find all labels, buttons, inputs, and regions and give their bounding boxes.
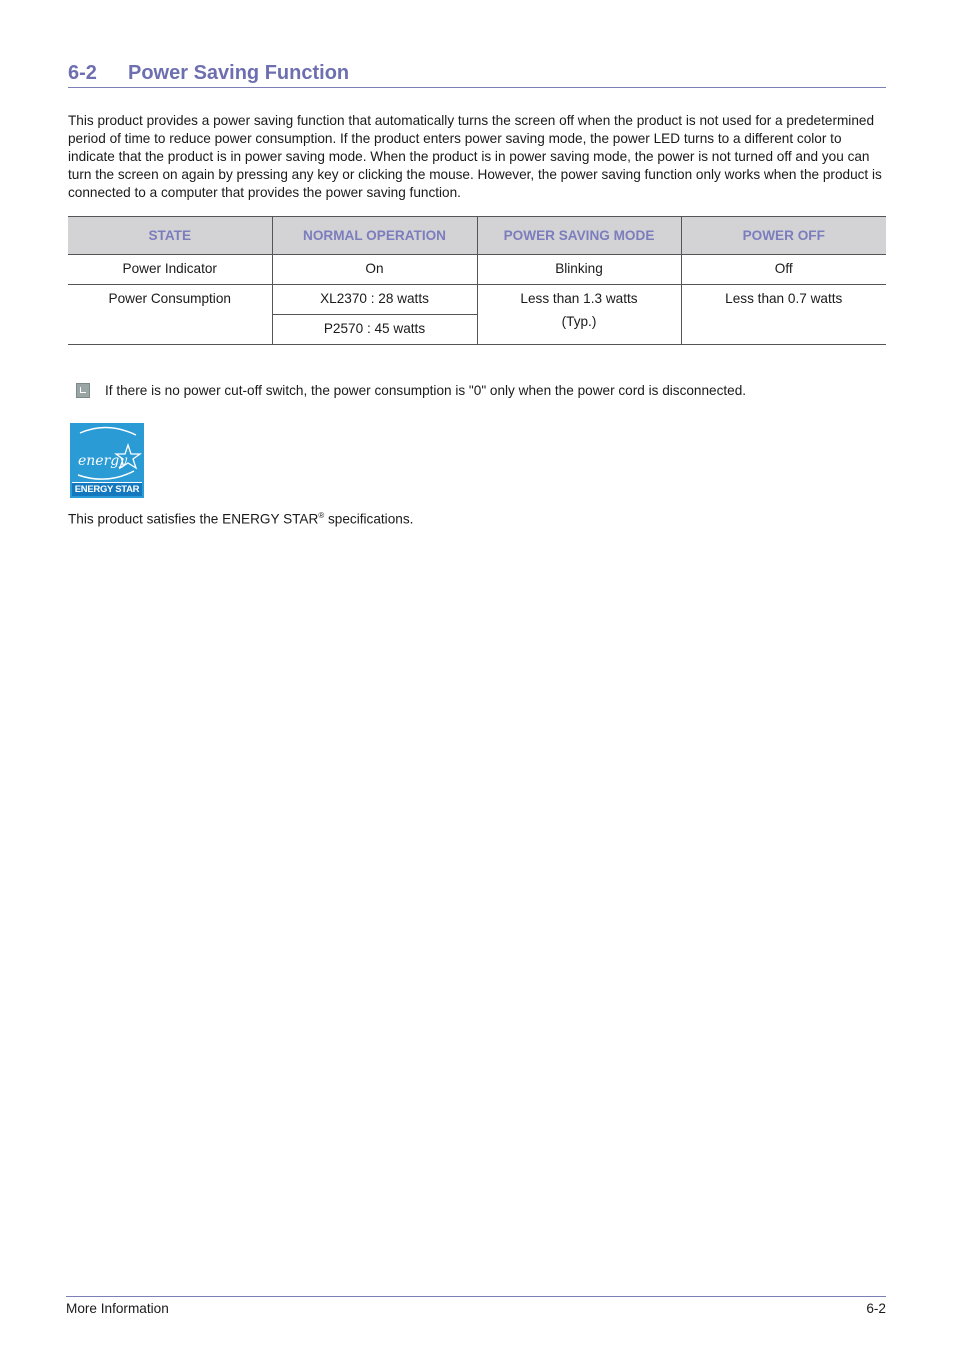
energy-script: energy — [78, 453, 128, 469]
energy-star-text-after: specifications. — [324, 511, 414, 527]
cell-power-consumption: Power Consumption — [68, 285, 272, 345]
energy-star-label: ENERGY STAR — [72, 482, 142, 496]
header-power-off: POWER OFF — [681, 217, 886, 255]
footer-page-number: 6-2 — [866, 1301, 886, 1316]
cell-indicator-normal: On — [272, 255, 477, 285]
consumption-saving-typ: (Typ.) — [561, 314, 597, 329]
table-row — [68, 285, 886, 315]
footer-section-name: More Information — [66, 1301, 169, 1316]
cell-consumption-off: Less than 0.7 watts — [681, 285, 886, 345]
intro-paragraph: This product provides a power saving function that automatically turns the screen off when the product is not used for a predetermined period of time to reduce power consumption. If the product enters power saving mode, the power LED turns to a different color to indicate that the product is in power saving mode. When the product is in power saving mode, the power is not turned off and you can turn the screen on again by pressing any key or clicking the mouse. However, the power saving function only works when the product is connected to a computer that provides the power saving function. — [68, 113, 882, 200]
cell-consumption-saving — [477, 285, 681, 345]
cell-consumption-normal-p2570: P2570 : 45 watts — [272, 315, 477, 345]
note — [76, 383, 886, 398]
section-number: 6-2 — [68, 62, 97, 84]
header-normal-operation: NORMAL OPERATION — [272, 217, 477, 255]
footer-divider — [66, 1296, 886, 1297]
power-state-table — [68, 216, 886, 345]
note-text: If there is no power cut-off switch, the power consumption is "0" only when the power cord is disconnected. — [105, 383, 747, 398]
energy-star-statement — [68, 511, 413, 527]
section-heading — [68, 62, 886, 88]
note-icon — [76, 383, 90, 398]
consumption-saving-value: Less than 1.3 watts — [520, 291, 638, 306]
energy-star-logo — [70, 423, 144, 498]
energy-star-text: This product satisfies the ENERGY STAR — [68, 511, 319, 527]
cell-indicator-saving: Blinking — [477, 255, 681, 285]
section-title: Power Saving Function — [128, 62, 350, 84]
header-state: STATE — [68, 217, 272, 255]
table-row — [68, 255, 886, 285]
cell-consumption-normal-xl2370: XL2370 : 28 watts — [272, 285, 477, 315]
cell-power-indicator: Power Indicator — [68, 255, 272, 285]
energy-star-icon — [70, 423, 144, 485]
header-power-saving-mode: POWER SAVING MODE — [477, 217, 681, 255]
registered-mark: ® — [318, 511, 325, 520]
table-header-row — [68, 217, 886, 255]
cell-indicator-off: Off — [681, 255, 886, 285]
